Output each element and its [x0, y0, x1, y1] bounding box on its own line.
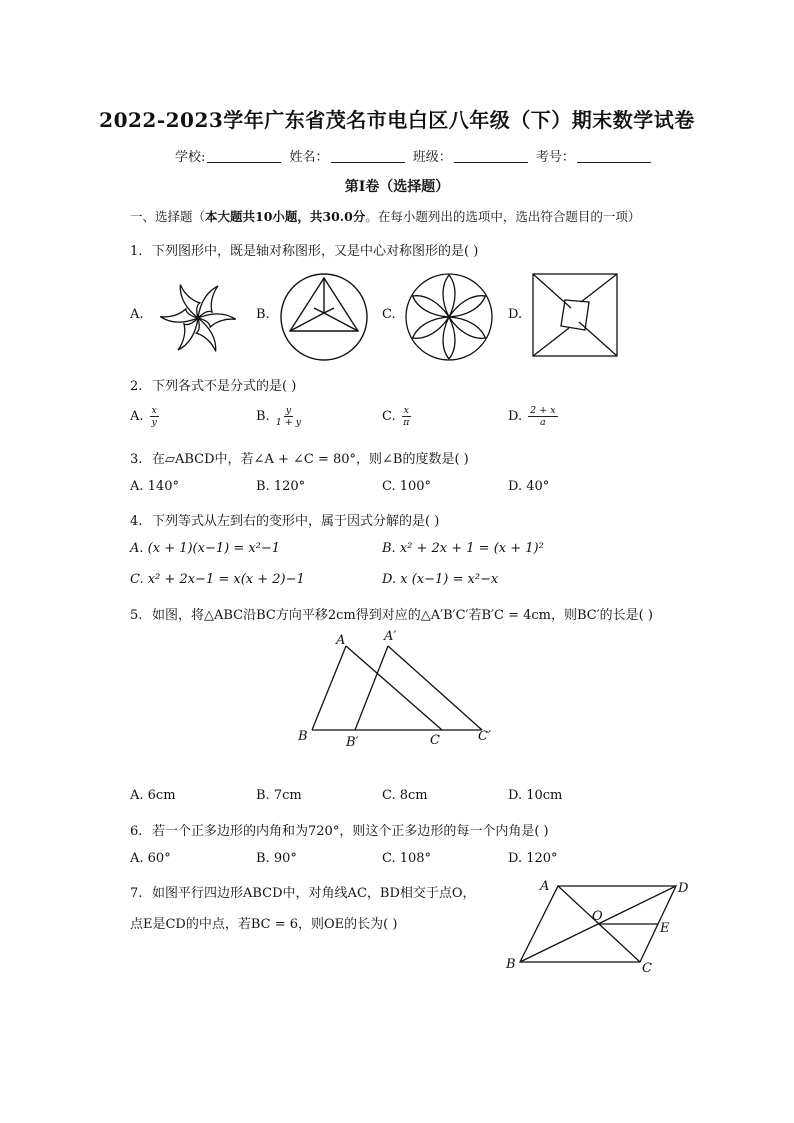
q4-option-d: D. x (x−1) = x²−x — [382, 572, 499, 587]
question-number: 6. — [130, 824, 143, 839]
question-6 — [130, 820, 549, 839]
label-C-prime: C′ — [478, 729, 491, 744]
q2-option-b — [256, 405, 301, 428]
school-blank — [207, 149, 281, 163]
option-label: D. — [508, 409, 523, 424]
denominator: 1 + y — [275, 417, 302, 428]
question-1 — [130, 240, 478, 259]
part-bold: 本大题共10小题，共30.0分 — [205, 209, 366, 224]
pinwheel-figure — [148, 270, 248, 368]
circle-triangle-figure — [278, 271, 370, 363]
denominator: π — [403, 417, 410, 428]
class-blank — [454, 149, 528, 163]
section-title: 第I卷（选择题） — [344, 179, 450, 195]
q1-option-b-label: B. — [256, 307, 270, 322]
q5-option-a: A. 6cm — [130, 788, 176, 803]
label-C: C — [642, 961, 652, 976]
q5-option-b: B. 7cm — [256, 788, 302, 803]
question-number: 7. — [130, 886, 143, 901]
fraction — [276, 405, 301, 428]
question-5 — [130, 604, 653, 623]
label-B: B — [506, 957, 516, 972]
q4-option-b: B. x² + 2x + 1 = (x + 1)² — [382, 541, 544, 556]
q5-option-d: D. 10cm — [508, 788, 563, 803]
label-A-prime: A′ — [384, 629, 397, 644]
option-label: C. — [382, 409, 396, 424]
q2-option-a — [130, 405, 159, 428]
question-3 — [130, 448, 469, 467]
label-A: A — [540, 879, 550, 894]
fraction — [402, 405, 411, 428]
fraction — [150, 405, 159, 428]
question-text: 如图平行四边形ABCD中，对角线AC，BD相交于点O， — [152, 886, 476, 901]
question-text: 下列等式从左到右的变形中，属于因式分解的是( ) — [152, 514, 440, 529]
part-suffix: 。在每小题列出的选项中，选出符合题目的一项） — [365, 209, 641, 224]
q4-option-a: A. (x + 1)(x−1) = x²−1 — [130, 541, 281, 556]
question-7-line2: 点E是CD的中点，若BC = 6，则OE的长为( ) — [130, 917, 398, 932]
q1-option-a-label: A. — [130, 307, 144, 322]
question-number: 3. — [130, 452, 143, 467]
q6-option-b: B. 90° — [256, 851, 297, 866]
question-4 — [130, 510, 439, 529]
question-text: 下列各式不是分式的是( ) — [152, 379, 297, 394]
q5-option-c: C. 8cm — [382, 788, 428, 803]
q3-option-d: D. 40° — [508, 479, 550, 494]
question-text: 在▱ABCD中，若∠A + ∠C = 80°，则∠B的度数是( ) — [152, 452, 469, 467]
label-E: E — [660, 921, 670, 936]
student-info-row — [175, 146, 655, 165]
label-D: D — [678, 881, 689, 896]
q6-option-a: A. 60° — [130, 851, 171, 866]
exam-title: 2022-2023学年广东省茂名市电白区八年级（下）期末数学试卷 — [99, 108, 695, 132]
question-number: 2. — [130, 379, 143, 394]
question-number: 5. — [130, 608, 143, 623]
translated-triangles-figure — [292, 626, 502, 750]
question-number: 4. — [130, 514, 143, 529]
school-label: 学校: — [175, 150, 206, 165]
name-blank — [331, 149, 405, 163]
question-text: 下列图形中，既是轴对称图形，又是中心对称图形的是( ) — [152, 244, 479, 259]
flower-circle-figure — [403, 271, 495, 363]
q1-option-c-label: C. — [382, 307, 396, 322]
q2-option-d — [508, 405, 558, 428]
numerator: 2 + x — [530, 405, 556, 416]
numerator: y — [285, 405, 292, 416]
q6-option-c: C. 108° — [382, 851, 432, 866]
question-7 — [130, 882, 476, 901]
exam-no-label: 考号： — [535, 150, 575, 165]
label-O: O — [592, 909, 603, 924]
label-C: C — [430, 733, 440, 748]
label-A: A — [336, 633, 346, 648]
part-instructions — [130, 207, 640, 225]
part-prefix: 一、选择题（ — [130, 209, 206, 224]
question-text: 若一个正多边形的内角和为720°，则这个正多边形的每一个内角是( ) — [152, 824, 549, 839]
question-number: 1. — [130, 244, 143, 259]
q2-option-c — [382, 405, 411, 428]
q4-option-c: C. x² + 2x−1 = x(x + 2)−1 — [130, 572, 305, 587]
numerator: x — [151, 405, 157, 416]
label-B: B — [298, 729, 308, 744]
label-B-prime: B′ — [346, 735, 359, 750]
parallelogram-figure — [500, 876, 700, 976]
q3-option-b: B. 120° — [256, 479, 306, 494]
exam-no-blank — [577, 149, 651, 163]
q3-option-a: A. 140° — [130, 479, 179, 494]
q3-option-c: C. 100° — [382, 479, 432, 494]
square-pinwheel-figure — [531, 272, 619, 358]
name-label: 姓名： — [289, 150, 329, 165]
denominator: y — [151, 417, 157, 428]
numerator: x — [403, 405, 409, 416]
fraction — [528, 405, 557, 428]
question-2 — [130, 375, 296, 394]
class-label: 班级： — [412, 150, 452, 165]
question-text: 如图，将△ABC沿BC方向平移2cm得到对应的△A′B′C′若B′C = 4cm，则BC′的长是( ) — [152, 608, 653, 623]
q6-option-d: D. 120° — [508, 851, 558, 866]
option-label: B. — [256, 409, 270, 424]
option-label: A. — [130, 409, 144, 424]
q1-option-d-label: D. — [508, 307, 523, 322]
denominator: a — [539, 417, 546, 428]
